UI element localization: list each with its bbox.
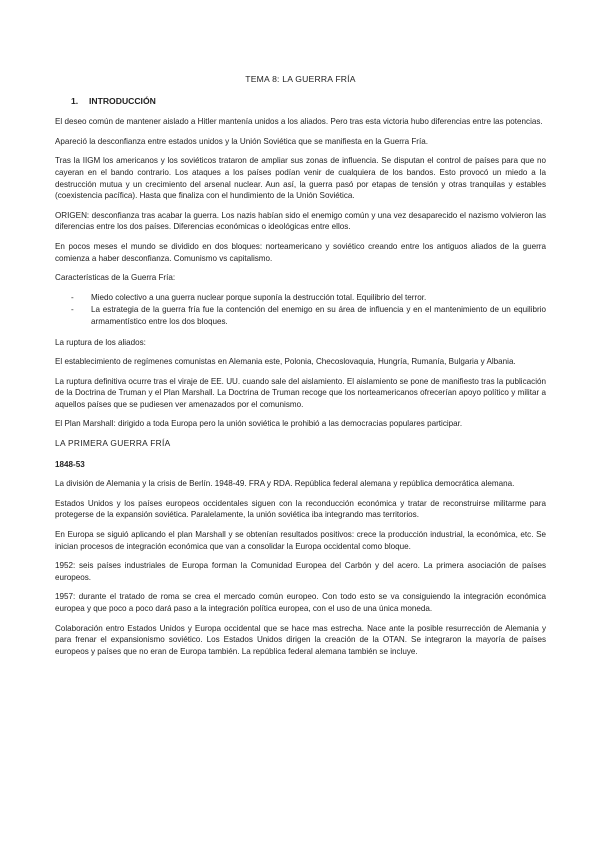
paragraph-8: El establecimiento de regímenes comunistas en Alemania este, Polonia, Checoslovaquia, Hungría, Rumanía, Bulgaria y Albania.	[55, 357, 516, 367]
section-heading-introduccion	[71, 96, 546, 108]
paragraph-13: En Europa se siguió aplicando el plan Marshall y se obtenían resultados positivos: crece la producción industrial, la económica, etc. Se inician procesos de integración económica que van a consolidar la Europa occidental como bloque.	[55, 530, 546, 551]
list-item-text: Miedo colectivo a una guerra nuclear porque suponía la destrucción total. Equilibrio del terror.	[91, 292, 427, 302]
paragraph-origen: ORIGEN: desconfianza tras acabar la guerra. Los nazis habían sido el enemigo común y una vez desaparecido el nazismo volvieron las diferencias entre los dos países. Diferencias económicas o ideológicas entre ellos.	[55, 210, 546, 232]
paragraph-1: El deseo común de mantener aislado a Hitler mantenía unidos a los aliados. Pero tras esta victoria hubo diferencias entre las potencias.	[55, 117, 543, 127]
paragraph-12: Estados Unidos y los países europeos occidentales siguen con la reconducción económica y tratar de reconstruirse militarme para protegerse de la expansión soviética. Paralelamente, la unión soviética iba integrando mas territorios.	[55, 498, 546, 520]
period-years: 1848-53	[55, 459, 85, 469]
paragraph-plan-marshall: El Plan Marshall: dirigido a toda Europa pero la unión soviética le prohibió a las democracias populares participar.	[55, 419, 463, 429]
paragraph-2: Apareció la desconfianza entre estados unidos y la Unión Soviética que se manifiesta en la Guerra Fría.	[55, 136, 428, 146]
list-item	[55, 292, 546, 304]
section-number: 1.	[71, 95, 79, 106]
paragraph-11: La división de Alemania y la crisis de Berlín. 1948-49. FRA y RDA. República federal alemana y república democrática alemana.	[55, 479, 515, 489]
section-label: INTRODUCCIÓN	[89, 95, 156, 106]
list-item-text: La estrategia de la guerra fría fue la contención del enemigo en su área de influencia y en el mantenimiento de un equilibrio armamentístico entre los dos bloques.	[91, 305, 546, 326]
paragraph-3: Tras la IIGM los americanos y los soviéticos trataron de ampliar sus zonas de influencia. Se disputan el control de países para que no cayeran en el bando contrario. Los ataques a los países podían venir de cualquiera de los bandos. Esto provocó un miedo a la destrucción mutua y un crecimiento del arsenal nuclear. Aun así, la guerra pasó por etapas de tensión y otras tranquilas y estables (coexistencia pacífica). Hasta que finaliza con el hundimiento de la Unión Soviética.	[55, 156, 546, 201]
paragraph-5: En pocos meses el mundo se dividido en dos bloques: norteamericano y soviético creando entre los antiguos aliados de la guerra comienza a haber desconfianza. Comunismo vs capitalismo.	[55, 241, 546, 263]
document-title: TEMA 8: LA GUERRA FRÍA	[245, 74, 356, 84]
paragraph-9: La ruptura definitiva ocurre tras el viraje de EE. UU. cuando sale del aislamiento. El aislamiento se pone de manifiesto tras la publicación de la Doctrina de Truman y el Plan Marshall. La Doctrina de Truman recoge que los norteamericanos ofrecerían apoyo político y militar a aquellos países que se pudiesen ver amenazados por el comunismo.	[55, 376, 546, 409]
dash-bullet: -	[71, 292, 74, 302]
paragraph-16: Colaboración entro Estados Unidos y Europa occidental que se hace mas estrecha. Nace ante la posible resurrección de Alemania y para frenar el expansionismo soviético. Los Estados Unidos dirigen la creación de la OTAN. Se integraron la mayoría de países europeos y países que no eran de Europa también. La república federal alemana también se incluye.	[55, 623, 546, 656]
paragraph-15: 1957: durante el tratado de roma se crea el mercado común europeo. Con todo esto se va consiguiendo la integración económica europea y que poco a poco dará paso a la integración política europea, con el uso de una única moneda.	[55, 592, 546, 613]
paragraph-caracteristicas: Características de la Guerra Fría:	[55, 273, 176, 283]
dash-bullet: -	[71, 305, 74, 315]
list-item	[55, 304, 546, 327]
characteristics-list	[55, 292, 546, 328]
paragraph-14: 1952: seis países industriales de Europa forman la Comunidad Europea del Carbón y del acero. La primera asociación de países europeos.	[55, 561, 546, 582]
document-body	[55, 74, 546, 665]
paragraph-ruptura-heading: La ruptura de los aliados:	[55, 337, 146, 347]
section-heading-primera-guerra-fria: LA PRIMERA GUERRA FRÍA	[55, 438, 171, 449]
